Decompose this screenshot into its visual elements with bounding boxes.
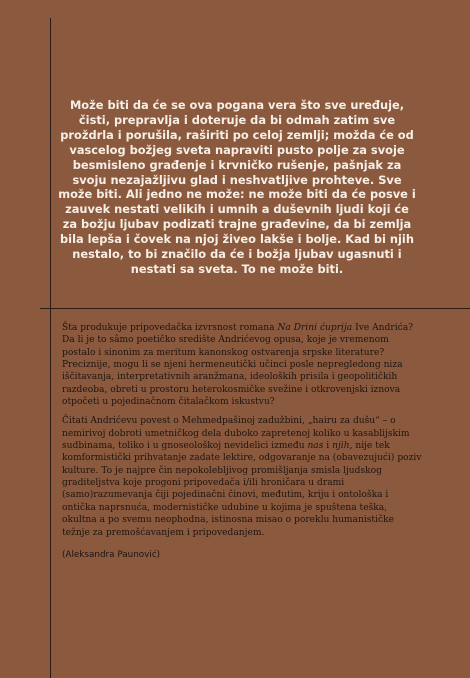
blurb-paragraph-2 xyxy=(62,415,422,538)
epigraph-quote: Može biti da će se ova pogana vera što sve uređuje, čisti, prepravlja i doteruje da bi odmah zatim sve proždrla i porušila, raširiti po celoj zemlji; možda će od vascelog božjeg sveta napraviti pusto polje za svoje besmisleno građenje i krvničko rušenje, pašnjak za svoju nezajažljivu glad i neshvatljive prohteve. Sve može biti. Ali jedno ne može: ne može biti da će posve i zauvek nestati velikih i umnih a duševnih ljudi koji će za božju ljubav podizati trajne građevine, da bi zemlja bila lepša i čovek na njoj živeo lakše i bolje. Kad bi njih nestalo, to bi značilo da će i božja ljubav ugasnuti i nestati sa sveta. To ne može biti. xyxy=(58,98,416,276)
novel-title: Na Drini ćuprija xyxy=(277,323,353,333)
paragraph-2-text-b: i xyxy=(323,441,333,452)
paragraph-2-text-a: Čitati Andrićevu povest o Mehmedpašinoj zadužbini, „hairu za dušu“ – o nemirivoj dobroti umetničkog dela duboko zapretenoj koliko u kasablijskim sudbinama, toliko i u gnoseološkoj nevidelici između xyxy=(62,416,410,452)
italic-nas: nas xyxy=(307,441,324,452)
paragraph-1-text-b: Ive Andrića? Da li je to sâmo poetičko središte Andrićevog opusa, koje je vremenom postalo i sinonim za meritum kanonskog ostvarenja srpske literature? Preciznije, mogu li se njeni hermeneutički učinci posle nepregledong niza iščitavanja, interpretativnih aranžmana, ideoloških prisila i geopolitičkih razdeoba, obreti u prostoru heterokosmičke svežine i otkrovenjski iznova otpočeti u pojedinačnom čitalačkom iskustvu? xyxy=(62,323,414,408)
vertical-rule xyxy=(50,18,51,678)
blurb-text xyxy=(62,322,422,568)
blurb-paragraph-1 xyxy=(62,322,422,408)
horizontal-rule xyxy=(40,308,470,309)
paragraph-1-text-a: Šta produkuje pripovedačka izvrsnost romana xyxy=(62,323,278,333)
paragraph-2-text-c: , nije tek komformistički prihvatanje zadate lektire, odgovaranje na (obavezujući) poziv kulture. To je najpre čin nepokolebljivog promišljanja smisla ljudskog graditeljstva koje progoni pripovedača i/ili hroničara u drami (samo)razumevanja čiji pojedinačni činovi, međutim, kriju i ontološka i ontička naprsnuća, modernističke udubine u kojima je spuštena teška, okultna a po svemu neophodna, istinosna misao o poreklu humanističke težnje za premošćavanjem i pripovedanjem. xyxy=(62,441,422,538)
italic-njih: njih xyxy=(332,441,350,452)
author-signature: (Aleksandra Paunović) xyxy=(62,549,161,560)
